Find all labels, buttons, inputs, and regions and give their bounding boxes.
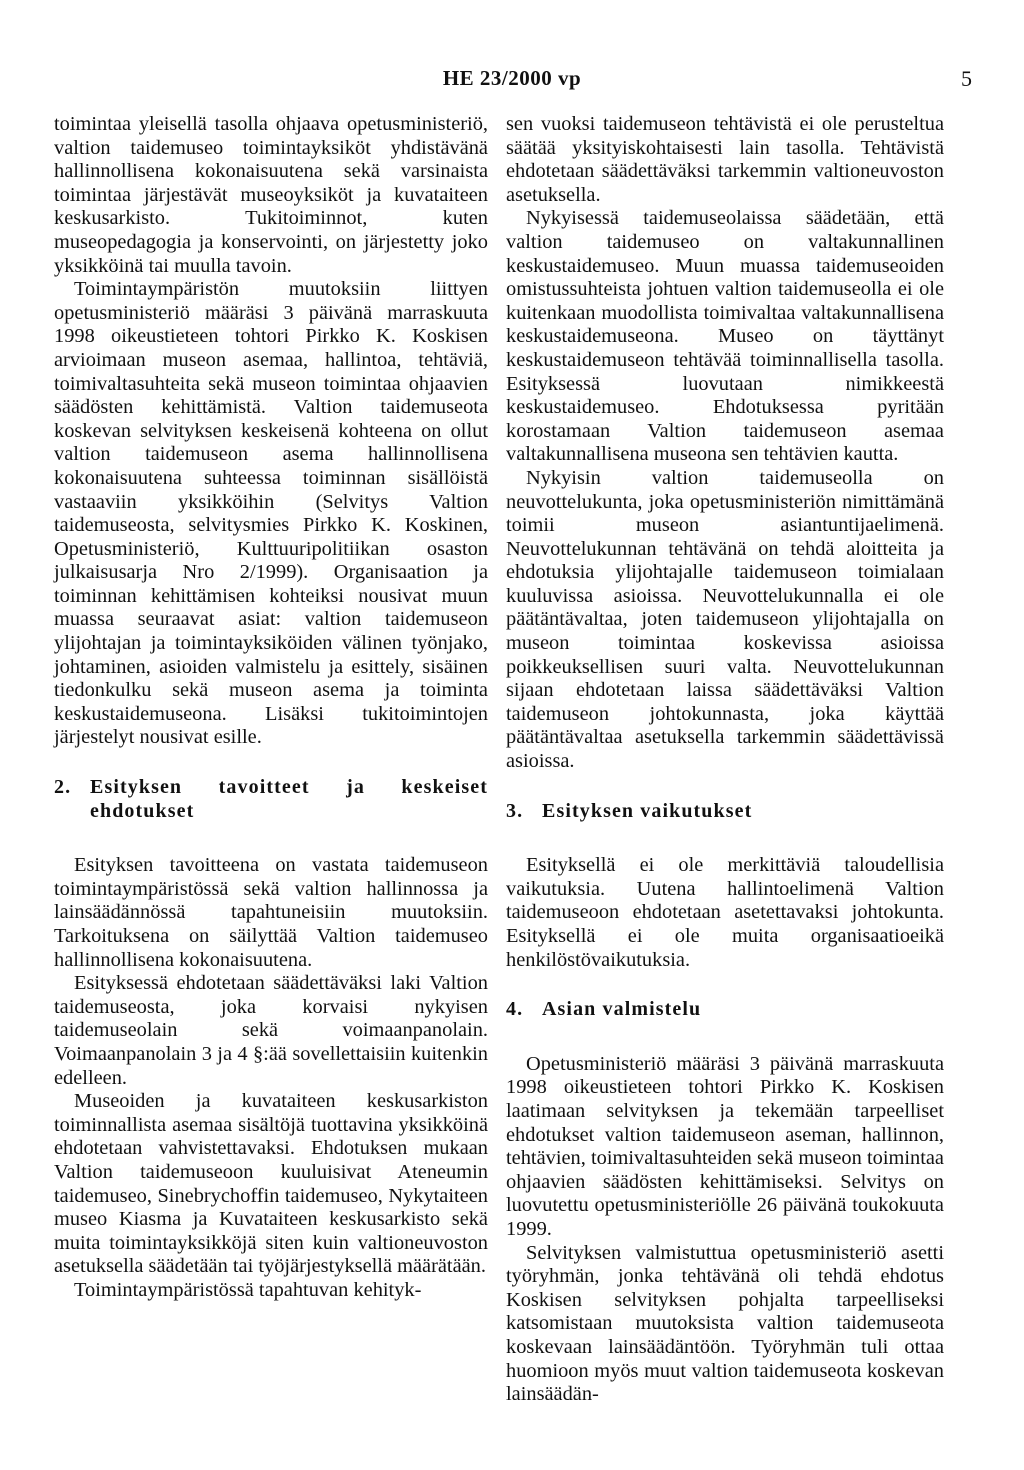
section-number: 4. [506,998,524,1021]
section-number: 2. [54,776,72,799]
paragraph: Esityksen tavoitteena on vastata taidemuseon toimintaympäristössä sekä valtion hallinnossa ja lainsäädännössä tapahtuneisiin muutoksiin. Tarkoituksena on säilyttää Valtion taidemuseo hallinnollisena kokonaisuutena. [54,854,488,971]
paragraph: sen vuoksi taidemuseon tehtävistä ei ole perusteltua säätää yksityiskohtaisesti lain tasolla. Tehtävistä ehdotetaan säädettäväksi tarkemmin valtioneuvoston asetuksella. [506,113,944,206]
page-header [0,66,1024,96]
right-column [506,113,944,1407]
section-heading [506,800,944,824]
paragraph: Esityksellä ei ole merkittäviä taloudellisia vaikutuksia. Uutena hallintoelimenä Valtion taidemuseoon ehdotetaan asetettavaksi johtokunta. Esityksellä ei ole muita organisaatioeikä henkilöstövaikutuksia. [506,854,944,971]
paragraph: toimintaa yleisellä tasolla ohjaava opetusministeriö, valtion taidemuseo toimintayksiköt yhdistävänä hallinnollisena kokonaisuutena sekä varsinaista toimintaa järjestävät museoyksiköt ja kuvataiteen keskusarkisto. Tukitoiminnot, kuten museopedagogia ja konservointi, on järjestetty joko yksikköinä tai muulla tavoin. [54,113,488,277]
section-title: Esityksen vaikutukset [542,799,753,822]
paragraph: Toimintaympäristössä tapahtuvan kehityk- [74,1278,422,1301]
section-heading [54,776,488,823]
section-title: Esityksen tavoitteet ja keskeiset ehdotukset [90,776,488,822]
paragraph: Selvityksen valmistuttua opetusministeriö asetti työryhmän, jonka tehtävänä oli tehdä ehdotus Koskisen selvityksen pohjalta tarpeelliseksi katsomistaan muutoksista valtion taidemuseota koskevaan lainsäädäntöön. Työryhmän tuli ottaa huomioon myös muut valtion taidemuseota koskevan lainsäädän- [506,1241,944,1406]
document-id: HE 23/2000 vp [442,66,582,90]
paragraph: Museoiden ja kuvataiteen keskusarkiston toiminnallista asemaa sisältöjä tuottavina yksikköinä ehdotetaan vahvistettavaksi. Ehdotuksen mukaan Valtion taidemuseoon kuuluisivat Ateneumin taidemuseo, Sinebrychoffin taidemuseo, Nykytaiteen museo Kiasma ja Kuvataiteen keskusarkisto sekä muita toimintayksikköjä siten kuin valtioneuvoston asetuksella säädetään tai työjärjestyksellä määrätään. [54,1090,488,1278]
paragraph: Nykyisessä taidemuseolaissa säädetään, että valtion taidemuseo on valtakunnallinen keskustaidemuseo. Muun muassa taidemuseoiden omistussuhteista johtuen valtion taidemuseolla ei ole kuitenkaan muodollista toimivaltaa valtakunnallisena keskustaidemuseona. Museo on täyttänyt keskustaidemuseon tehtävää toiminnallisella tasolla. Esityksessä luovutaan nimikkeestä keskustaidemuseo. Ehdotuksessa pyritään korostamaan Valtion taidemuseon asemaa valtakunnallisena museona sen tehtävien kautta. [506,207,944,466]
paragraph: Nykyisin valtion taidemuseolla on neuvottelukunta, joka opetusministeriön nimittämänä toimii museon asiantuntijaelimenä. Neuvottelukunnan tehtävänä on tehdä aloitteita ja ehdotuksia ylijohtajalle taidemuseon toimialaan kuuluvissa asioissa. Neuvottelukunnalla ei ole päätäntävaltaa, joten taidemuseon ylijohtajalla on museon toimintaa koskevissa asioissa poikkeuksellisen suuri valta. Neuvottelukunnan sijaan ehdotetaan laissa säädettäväksi Valtion taidemuseon johtokunnasta, joka käyttää päätäntävaltaa asetuksella tarkemmin säädettävissä asioissa. [506,466,944,773]
paragraph: Esityksessä ehdotetaan säädettäväksi laki Valtion taidemuseosta, joka korvaisi nykyisen taidemuseolain sekä voimaanpanolain. Voimaanpanolain 3 ja 4 §:ää sovellettaisiin kuitenkin edelleen. [54,972,488,1089]
section-heading [506,998,944,1022]
left-column [54,113,488,1303]
paragraph: Opetusministeriö määräsi 3 päivänä marraskuuta 1998 oikeustieteen tohtori Pirkko K. Koskisen laatimaan selvityksen ja tekemään tarpeelliset ehdotukset valtion taidemuseon aseman, hallinnon, tehtävien, toimivaltasuhteiden sekä museon toimintaa ohjaavien säädösten kehittämiseksi. Selvitys on luovutettu opetusministeriölle 26 päivänä toukokuuta 1999. [506,1052,944,1240]
paragraph: Toimintaympäristön muutoksiin liittyen opetusministeriö määräsi 3 päivänä marraskuuta 1998 oikeustieteen tohtori Pirkko K. Koskisen arvioimaan museon asemaa, hallintoa, tehtäviä, toimivaltasuhteita sekä museon toimintaa ohjaavien säädösten kehittämistä. Valtion taidemuseota koskevan selvityksen keskeisenä kohteena on ollut valtion taidemuseon asema hallinnollisena kokonaisuutena suhteessa toiminnan sisällöistä vastaaviin yksikköihin (Selvitys Valtion taidemuseosta, selvitysmies Pirkko K. Koskinen, Opetusministeriö, Kulttuuripolitiikan osaston julkaisusarja Nro 2/1999). Organisaation ja toiminnan kehittämisen kohteiksi nousivat muun muassa seuraavat asiat: valtion taidemuseon ylijohtajan ja toimintayksiköiden välinen työnjako, johtaminen, asioiden valmistelu ja esittely, sisäinen tiedonkulku sekä museon asema ja toiminta keskustaidemuseona. Lisäksi tukitoimintojen järjestelyt nousivat esille. [54,278,488,749]
section-title: Asian valmistelu [542,998,702,1021]
section-number: 3. [506,799,524,822]
page-number: 5 [961,66,972,91]
